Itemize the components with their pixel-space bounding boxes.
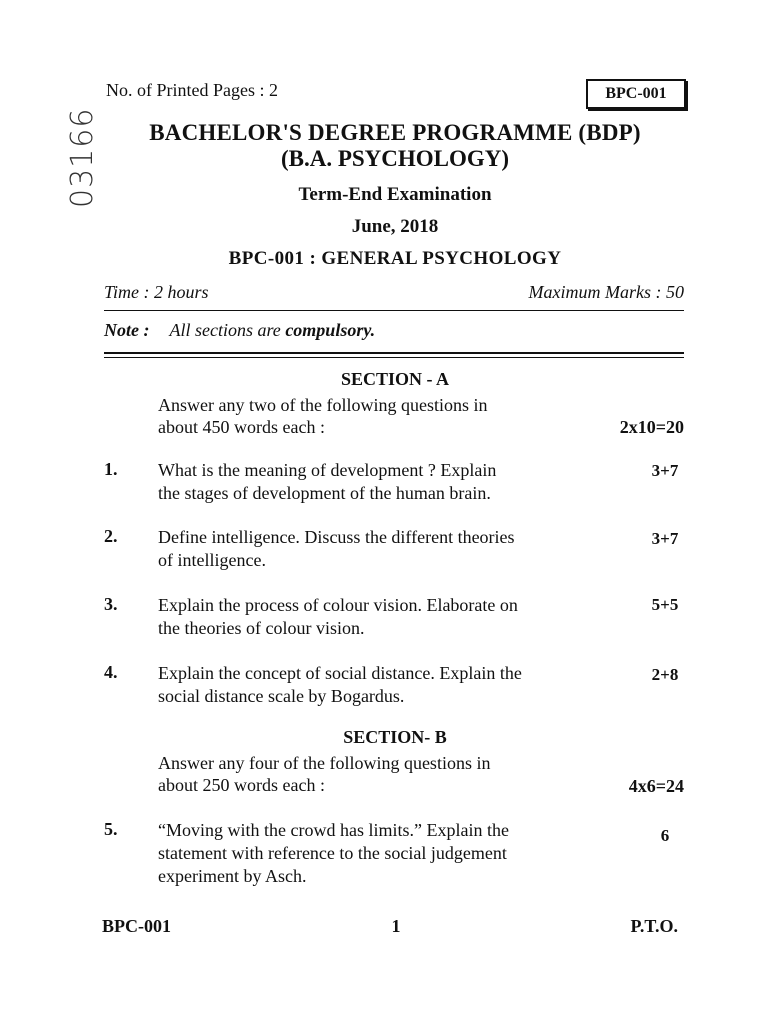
question-number: 5.: [104, 819, 118, 839]
double-divider-bottom: [104, 357, 684, 358]
question-marks: 5+5: [651, 595, 679, 614]
question-line: the stages of development of the human brain.: [158, 483, 491, 503]
question-line: What is the meaning of development ? Explain: [158, 460, 497, 480]
question-number: 3.: [104, 594, 118, 614]
question-text: [158, 662, 634, 708]
exam-title: Term-End Examination: [298, 184, 492, 205]
section-a-marks: 2x10=20: [619, 417, 684, 437]
subject-title: (B.A. PSYCHOLOGY): [280, 146, 510, 171]
note-text-bold: compulsory.: [285, 320, 376, 340]
question-number: 1.: [104, 459, 118, 479]
section-a-heading: SECTION - A: [340, 369, 450, 389]
serial-number-text: 03166: [65, 107, 100, 208]
course-title: BPC-001 : GENERAL PSYCHOLOGY: [228, 248, 562, 269]
section-a-instruction-line1: Answer any two of the following questions in: [158, 395, 488, 415]
note-text: [169, 320, 375, 340]
question-number: 4.: [104, 662, 118, 682]
question-marks: 6: [660, 826, 670, 845]
question-line: of intelligence.: [158, 550, 266, 570]
maximum-marks: Maximum Marks : 50: [528, 282, 684, 302]
question-line: Define intelligence. Discuss the different theories: [158, 527, 515, 547]
footer-page-number: 1: [391, 916, 401, 936]
paper-code-box: BPC-001: [586, 79, 686, 109]
divider: [104, 310, 684, 311]
question-text: [158, 819, 634, 888]
question-number: 2.: [104, 526, 118, 546]
note-text-prefix: All sections are: [169, 320, 286, 340]
section-b-instruction-line2: about 250 words each :: [158, 775, 325, 795]
section-a-instruction-line2: about 450 words each :: [158, 417, 325, 437]
question-marks: 3+7: [651, 529, 679, 548]
time-allowed: Time : 2 hours: [104, 282, 209, 302]
section-b-instruction-line1: Answer any four of the following questions in: [158, 753, 491, 773]
double-divider-top: [104, 352, 684, 354]
question-line: Explain the process of colour vision. Elaborate on: [158, 595, 518, 615]
programme-title: BACHELOR'S DEGREE PROGRAMME (BDP): [149, 120, 641, 145]
footer-paper-code: BPC-001: [102, 916, 171, 936]
question-text: [158, 526, 634, 572]
printed-pages-count: No. of Printed Pages : 2: [106, 80, 278, 100]
question-marks: 3+7: [651, 461, 679, 480]
question-line: Explain the concept of social distance. Explain the: [158, 663, 522, 683]
note-label: Note :: [104, 320, 150, 340]
question-line: social distance scale by Bogardus.: [158, 686, 405, 706]
question-line: the theories of colour vision.: [158, 618, 365, 638]
note: [104, 320, 375, 341]
question-text: [158, 459, 634, 505]
question-marks: 2+8: [651, 665, 679, 684]
section-b-heading: SECTION- B: [343, 727, 447, 747]
question-text: [158, 594, 634, 640]
question-line: statement with reference to the social judgement: [158, 843, 507, 863]
section-b-marks: 4x6=24: [628, 776, 684, 796]
exam-session: June, 2018: [351, 216, 439, 237]
footer-pto: P.T.O.: [630, 916, 678, 936]
question-line: “Moving with the crowd has limits.” Explain the: [158, 820, 509, 840]
question-line: experiment by Asch.: [158, 866, 307, 886]
